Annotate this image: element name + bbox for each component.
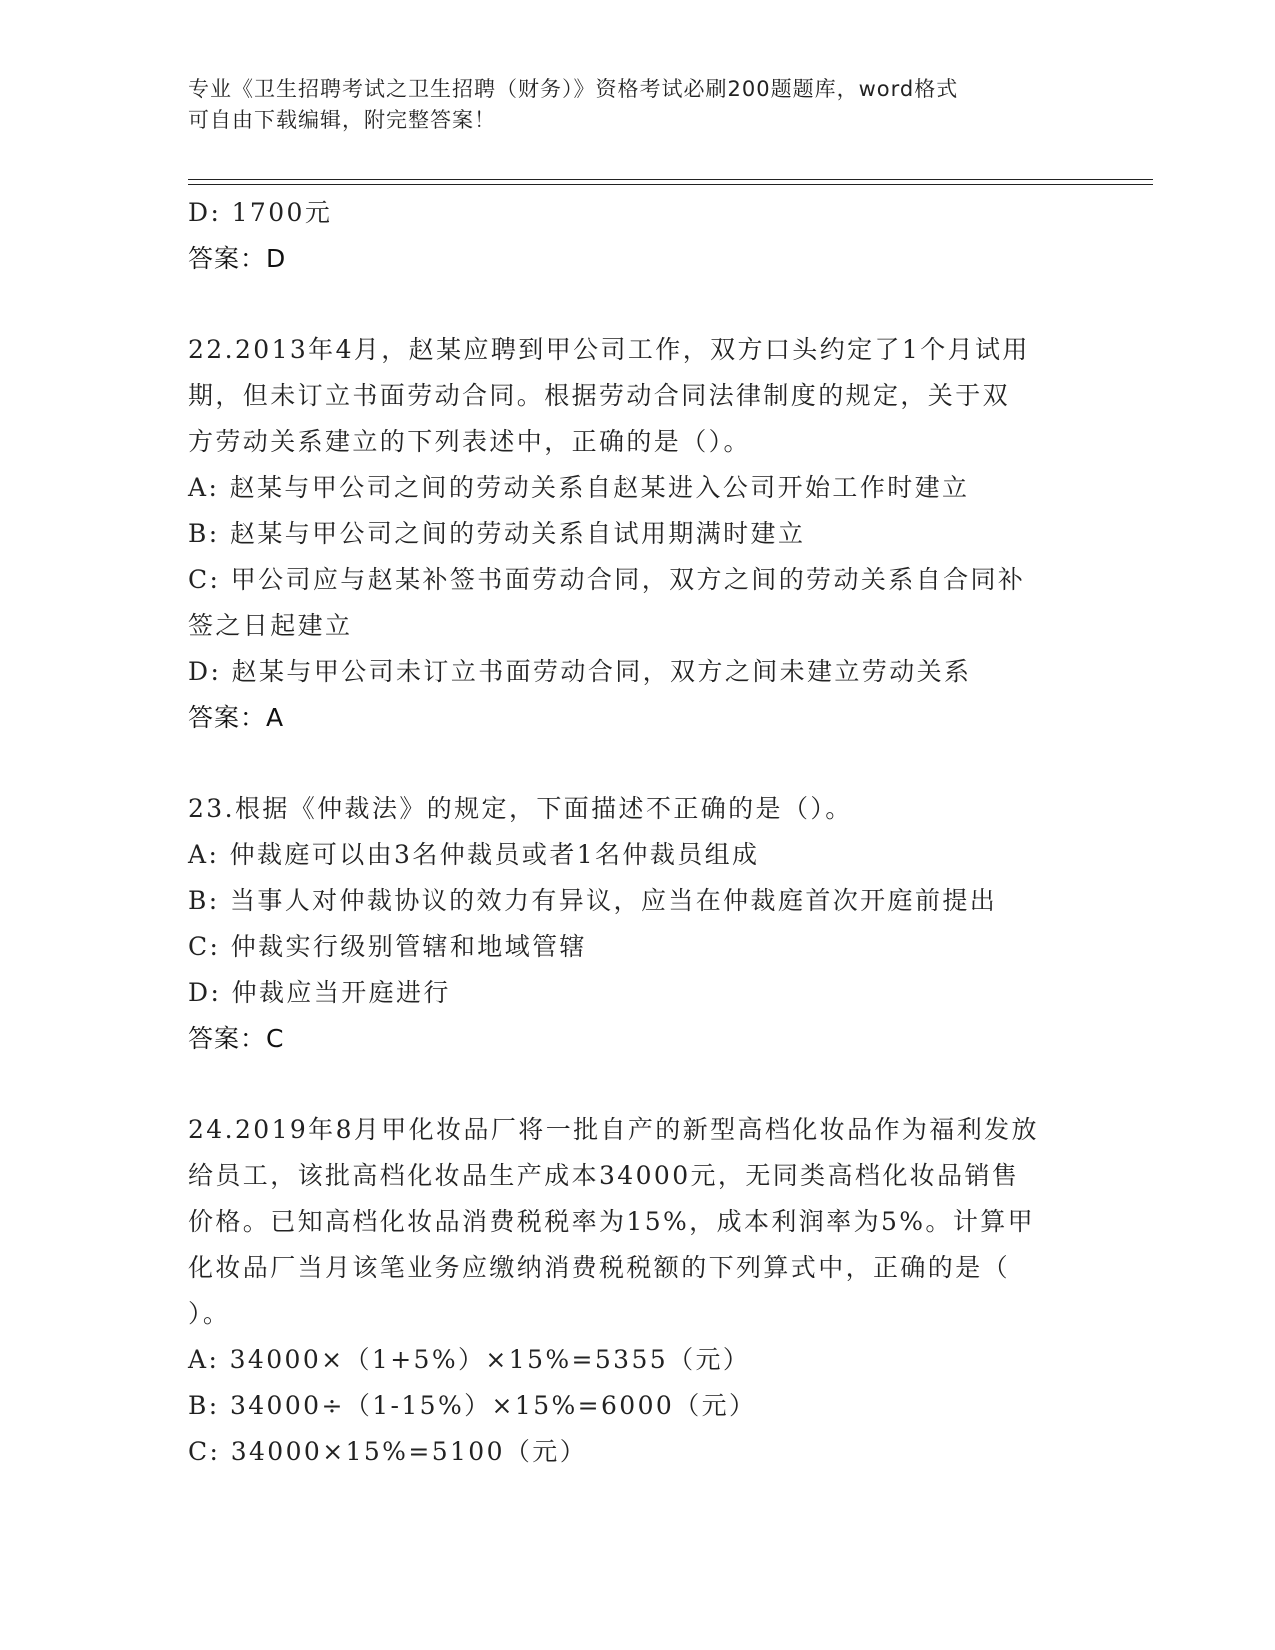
question-stem-line: 22.2013年4月，赵某应聘到甲公司工作，双方口头约定了1个月试用 <box>188 335 1030 364</box>
option-d: D: 仲裁应当开庭进行 <box>188 978 451 1007</box>
question-stem-line: 价格。已知高档化妆品消费税税率为15%，成本利润率为5%。计算甲 <box>188 1207 1036 1236</box>
previous-question-tail <box>188 190 1088 282</box>
question-stem-line: 期，但未订立书面劳动合同。根据劳动合同法律制度的规定，关于双 <box>188 381 1011 410</box>
header-title-line-1: 专业《卫生招聘考试之卫生招聘（财务）》资格考试必刷200题题库，word格式 <box>188 77 959 101</box>
option-d: D: 1700元 <box>188 198 333 227</box>
header-rule-bottom <box>188 184 1153 185</box>
option-d: D: 赵某与甲公司未订立书面劳动合同，双方之间未建立劳动关系 <box>188 657 972 686</box>
header-rule-top <box>188 179 1153 180</box>
option-c: C: 34000×15%=5100（元） <box>188 1437 588 1466</box>
header-title-line-2: 可自由下载编辑，附完整答案！ <box>188 108 496 132</box>
question-stem-line: ）。 <box>188 1299 231 1328</box>
question-24 <box>188 1107 1088 1475</box>
answer-line: 答案：A <box>188 703 285 732</box>
option-c: C: 仲裁实行级别管辖和地域管辖 <box>188 932 587 961</box>
option-b: B: 34000÷（1-15%）×15%=6000（元） <box>188 1391 757 1420</box>
document-header <box>188 74 1088 136</box>
question-stem-line: 24.2019年8月甲化妆品厂将一批自产的新型高档化妆品作为福利发放 <box>188 1115 1039 1144</box>
option-b: B: 赵某与甲公司之间的劳动关系自试用期满时建立 <box>188 519 806 548</box>
option-a: A: 34000×（1+5%）×15%=5355（元） <box>188 1345 751 1374</box>
answer-line: 答案：D <box>188 244 287 273</box>
question-stem-line: 方劳动关系建立的下列表述中，正确的是（）。 <box>188 427 751 456</box>
question-stem-line: 化妆品厂当月该笔业务应缴纳消费税税额的下列算式中，正确的是（ <box>188 1253 1011 1282</box>
answer-line: 答案：C <box>188 1024 285 1053</box>
option-c: C: 甲公司应与赵某补签书面劳动合同，双方之间的劳动关系自合同补 <box>188 565 1026 594</box>
question-23 <box>188 786 1088 1062</box>
option-a: A: 仲裁庭可以由3名仲裁员或者1名仲裁员组成 <box>188 840 760 869</box>
question-22 <box>188 327 1088 741</box>
question-stem-line: 23.根据《仲裁法》的规定，下面描述不正确的是（）。 <box>188 794 853 823</box>
document-body <box>188 190 1088 1475</box>
option-a: A: 赵某与甲公司之间的劳动关系自赵某进入公司开始工作时建立 <box>188 473 970 502</box>
question-stem-line: 给员工，该批高档化妆品生产成本34000元，无同类高档化妆品销售 <box>188 1161 1020 1190</box>
option-c-continued: 签之日起建立 <box>188 611 353 640</box>
option-b: B: 当事人对仲裁协议的效力有异议，应当在仲裁庭首次开庭前提出 <box>188 886 998 915</box>
